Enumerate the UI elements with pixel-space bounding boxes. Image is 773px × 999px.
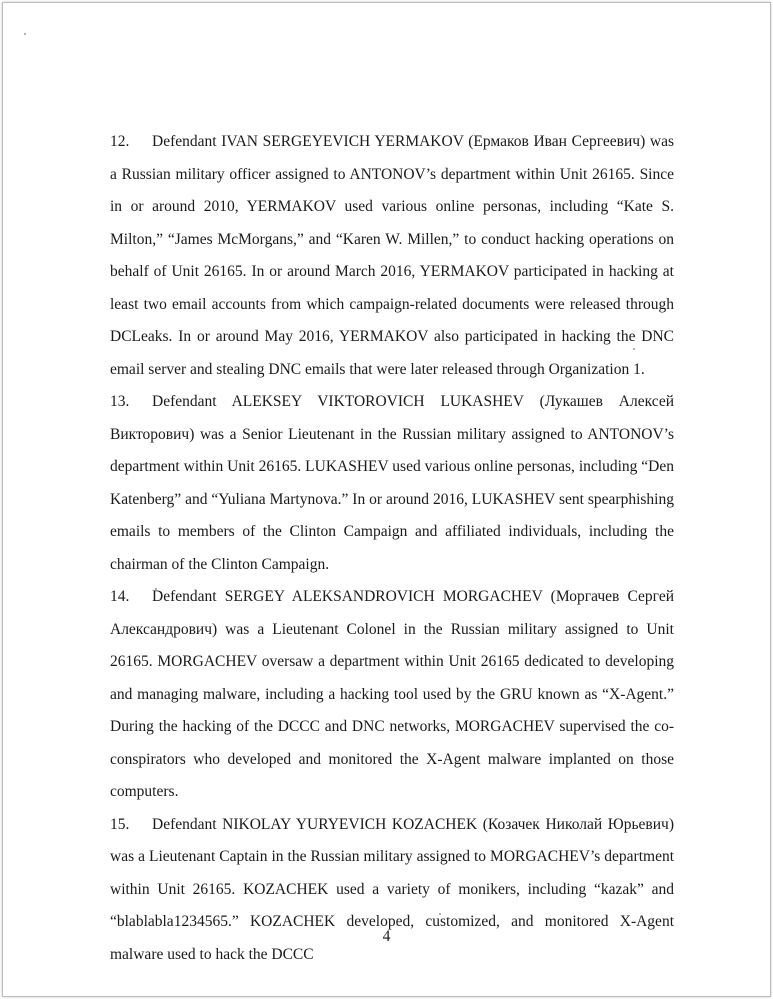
paragraph-number: 14. [110,588,130,605]
paragraph-number: 15. [110,815,130,833]
paragraph-number: 13. [110,393,130,410]
scan-speck [24,33,26,35]
page-number: 4 [382,928,391,945]
paragraph-15 [110,809,674,972]
paragraph-14 [110,581,674,809]
paragraph-number: 12. [110,133,130,150]
paragraph-text: Defendant ALEKSEY VIKTOROVICH LUKASHEV (Лукашев Алексей Викторович) was a Senior Lieutenant in the Russian military assigned to ANTONOV’s department within Unit 26165. LUKASHEV used various online personas, including “Den Katenberg” and “Yuliana Martynova.” In or around 2016, LUKASHEV sent spearphishing emails to members of the Clinton Campaign and affiliated individuals, including the chairman of the Clinton Campaign. [110,393,674,573]
paragraph-text: Defendant SERGEY ALEKSANDROVICH MORGACHEV (Моргачев Сергей Александрович) was a Lieutenant Colonel in the Russian military assigned to Unit 26165. MORGACHEV oversaw a department within Unit 26165 dedicated to developing and managing malware, including a hacking tool used by the GRU known as “X-Agent.” During the hacking of the DCCC and DNC networks, MORGACHEV supervised the co-conspirators who developed and monitored the X-Agent malware implanted on those computers. [110,588,674,800]
paragraph-text: Defendant NIKOLAY YURYEVICH KOZACHEK (Козачек Николай Юрьевич) was a Lieutenant Captain in the Russian military assigned to MORGACHEV’s department within Unit 26165. KOZACHEK used a variety of monikers, including “kazak” and “blablabla1234565.” KOZACHEK developed, customized, and monitored X-Agent malware used to hack the DCCC [110,815,674,963]
paragraph-12 [110,126,674,386]
document-page [2,2,771,997]
paragraph-text: Defendant IVAN SERGEYEVICH YERMAKOV (Ермаков Иван Сергеевич) was a Russian military officer assigned to ANTONOV’s department within Unit 26165. Since in or around 2010, YERMAKOV used various online personas, including “Kate S. Milton,” “James McMorgans,” and “Karen W. Millen,” to conduct hacking operations on behalf of Unit 26165. In or around March 2016, YERMAKOV participated in hacking at least two email accounts from which campaign-related documents were released through DCLeaks. In or around May 2016, YERMAKOV also participated in hacking the DNC email server and stealing DNC emails that were later released through Organization 1. [110,133,674,378]
paragraph-13 [110,386,674,581]
document-body [110,126,674,971]
